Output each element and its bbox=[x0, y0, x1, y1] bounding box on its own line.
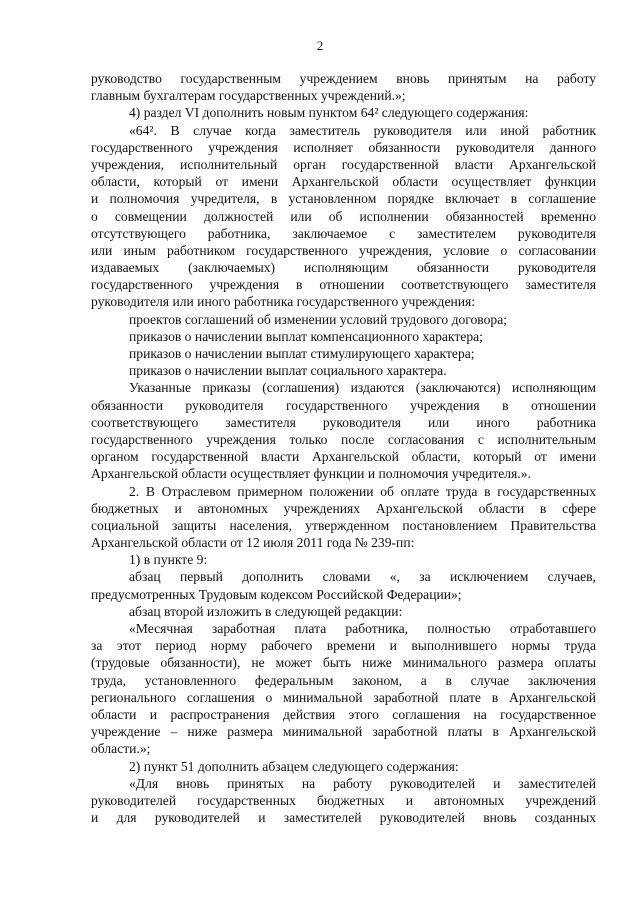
text-line: регионального соглашения о минимальной заработной плате в Архангельской bbox=[91, 689, 596, 705]
text-line: государственного учреждения в отношении соответствующего заместителя bbox=[91, 277, 596, 293]
text-line: приказов о начислении выплат стимулирующего характера; bbox=[129, 346, 475, 361]
text-line: абзац первый дополнить словами «, за исключением случаев, bbox=[129, 569, 596, 585]
text-line: (трудовые обязанности), не может быть ниже минимального размера оплаты bbox=[91, 655, 596, 671]
text-line: за этот период норму рабочего времени и выполнившего нормы труда bbox=[91, 638, 596, 654]
text-line: руководителя или иного работника государственного учреждения: bbox=[91, 294, 476, 310]
text-line: Архангельской области осуществляет функции и полномочия учредителя.». bbox=[91, 466, 531, 482]
text-line: органом государственной власти Архангельской области, который от имени bbox=[91, 449, 596, 465]
text-line: и полномочия учредителя, в установленном порядке включает в соглашение bbox=[91, 191, 596, 207]
text-line: приказов о начислении выплат компенсационного характера; bbox=[129, 328, 483, 344]
text-line: «Для вновь принятых на работу руководителей и заместителей bbox=[129, 775, 596, 791]
text-line: «64². В случае когда заместитель руководителя или иной работник bbox=[129, 122, 596, 138]
text-line: обязанности руководителя государственного учреждения в отношении bbox=[91, 397, 596, 413]
text-line: абзац второй изложить в следующей редакции: bbox=[129, 603, 403, 619]
text-line: Указанные приказы (соглашения) издаются (заключаются) исполняющим bbox=[129, 380, 596, 396]
text-line: области.»; bbox=[91, 741, 151, 757]
text-line: 1) в пункте 9: bbox=[129, 552, 208, 568]
page-number: 2 bbox=[316, 38, 324, 53]
text-line: главным бухгалтерам государственных учреждений.»; bbox=[91, 88, 406, 104]
text-line: проектов соглашений об изменении условий трудового договора; bbox=[129, 311, 508, 327]
text-line: или иным работником государственного учреждения, условие о согласовании bbox=[91, 242, 596, 258]
text-line: 2) пункт 51 дополнить абзацем следующего содержания: bbox=[129, 758, 459, 774]
text-line: 2. В Отраслевом примерном положении об оплате труда в государственных bbox=[129, 483, 596, 499]
text-line: приказов о начислении выплат социального характера. bbox=[129, 363, 447, 379]
text-line: соответствующего заместителя руководителя или иного работника bbox=[91, 414, 596, 430]
text-line: учреждения, исполнительный орган государственной власти Архангельской bbox=[91, 156, 596, 172]
text-line: отсутствующего работника, заключаемое с заместителем руководителя bbox=[91, 225, 596, 241]
text-line: государственного учреждения только после согласования с исполнительным bbox=[91, 431, 596, 447]
text-line: учреждение – ниже размера минимальной заработной платы в Архангельской bbox=[91, 724, 596, 740]
text-line: и для руководителей и заместителей руководителей вновь созданных bbox=[91, 810, 596, 826]
text-line: предусмотренных Трудовым кодексом Российской Федерации»; bbox=[91, 586, 462, 602]
text-line: руководителей государственных бюджетных и автономных учреждений bbox=[91, 792, 596, 808]
text-line: социальной защиты населения, утвержденном постановлением Правительства bbox=[91, 517, 596, 533]
text-line: области, который от имени Архангельской области осуществляет функции bbox=[91, 174, 596, 190]
text-line: издаваемых (заключаемых) исполняющим обязанности руководителя bbox=[91, 260, 596, 276]
document-body bbox=[91, 70, 596, 826]
text-line: Архангельской области от 12 июля 2011 года № 239-пп: bbox=[91, 535, 415, 551]
text-line: труда, установленного федеральным законом, а в случае заключения bbox=[91, 672, 596, 688]
text-line: бюджетных и автономных учреждениях Архангельской области в сфере bbox=[91, 500, 596, 516]
text-line: государственного учреждения исполняет обязанности руководителя данного bbox=[91, 139, 596, 155]
text-line: «Месячная заработная плата работника, полностью отработавшего bbox=[129, 621, 596, 636]
text-line: руководство государственным учреждением вновь принятым на работу bbox=[91, 71, 596, 86]
text-line: области и распространения действия этого соглашения на государственное bbox=[91, 706, 596, 722]
text-line: о совмещении должностей или об исполнении обязанностей временно bbox=[91, 208, 596, 224]
text-line: 4) раздел VI дополнить новым пунктом 64² следующего содержания: bbox=[129, 105, 529, 121]
